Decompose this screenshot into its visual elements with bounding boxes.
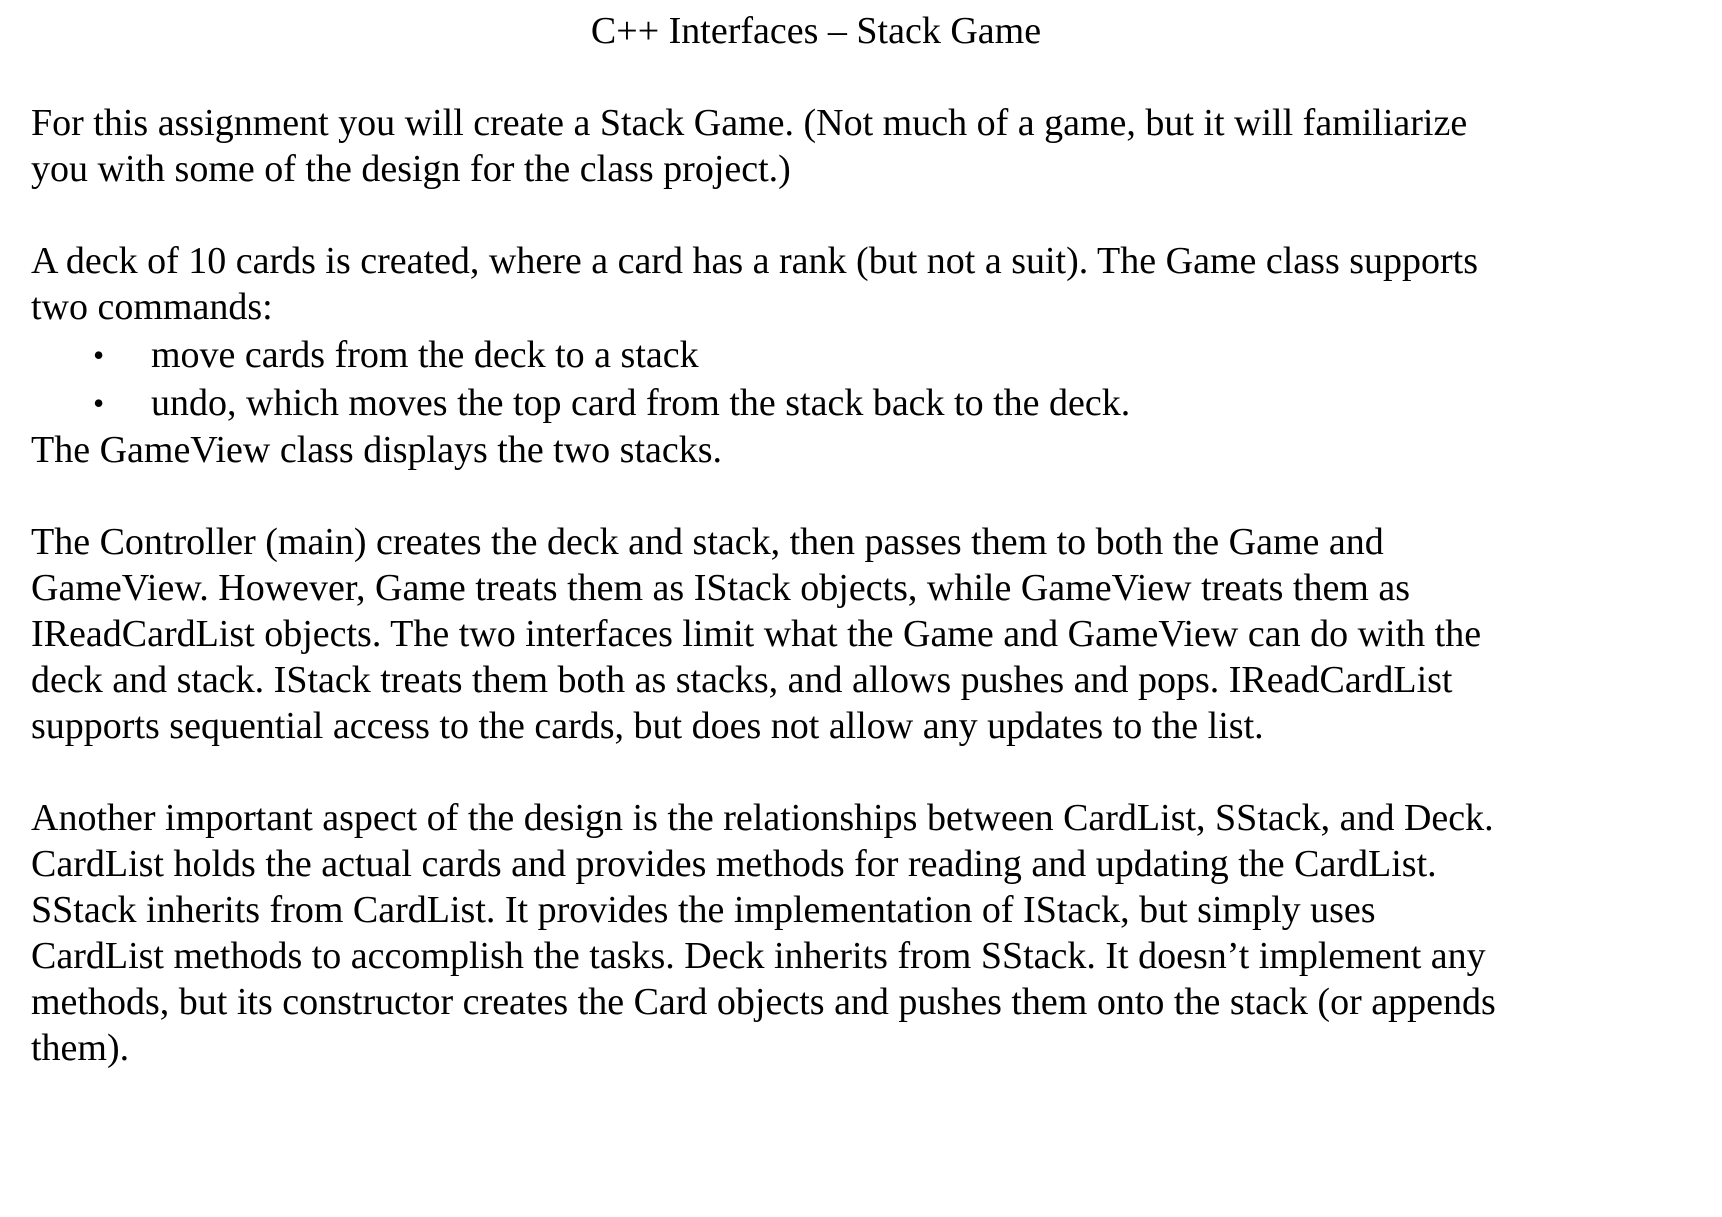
- list-item: [31, 379, 1681, 427]
- text-line: CardList holds the actual cards and provides methods for reading and updating the CardList.: [31, 843, 1437, 885]
- paragraph-intro: [31, 100, 1681, 192]
- text-line: deck and stack. IStack treats them both as stacks, and allows pushes and pops. IReadCardList: [31, 659, 1453, 701]
- text-line: GameView. However, Game treats them as IStack objects, while GameView treats them as: [31, 567, 1411, 609]
- spacer: [31, 473, 1681, 519]
- bullet-icon: •: [93, 385, 105, 421]
- list-item-text: undo, which moves the top card from the stack back to the deck.: [151, 382, 1131, 424]
- text-line: The GameView class displays the two stacks.: [31, 429, 723, 471]
- spacer: [31, 192, 1681, 238]
- paragraph-controller: [31, 519, 1681, 749]
- text-line: Another important aspect of the design is the relationships between CardList, SStack, and Deck.: [31, 797, 1494, 839]
- paragraph-deck: [31, 238, 1681, 473]
- text-line: SStack inherits from CardList. It provides the implementation of IStack, but simply uses: [31, 889, 1376, 931]
- document-title: C++ Interfaces – Stack Game: [590, 10, 1042, 52]
- bullet-icon: •: [93, 337, 105, 373]
- paragraph-relationships: [31, 795, 1681, 1071]
- text-line: methods, but its constructor creates the Card objects and pushes them onto the stack (or appends: [31, 981, 1496, 1023]
- text-line: IReadCardList objects. The two interfaces limit what the Game and GameView can do with the: [31, 613, 1482, 655]
- text-line: two commands:: [31, 286, 273, 328]
- list-item: [31, 331, 1681, 379]
- text-line: The Controller (main) creates the deck and stack, then passes them to both the Game and: [31, 521, 1384, 563]
- text-line: you with some of the design for the class project.): [31, 148, 791, 190]
- text-line: them).: [31, 1027, 130, 1069]
- document-page: [31, 0, 1681, 1071]
- text-line: supports sequential access to the cards, but does not allow any updates to the list.: [31, 705, 1264, 747]
- text-line: A deck of 10 cards is created, where a card has a rank (but not a suit). The Game class supports: [31, 240, 1479, 282]
- spacer: [31, 749, 1681, 795]
- text-line: CardList methods to accomplish the tasks. Deck inherits from SStack. It doesn’t implement any: [31, 935, 1486, 977]
- command-list: [31, 331, 1681, 427]
- text-line: For this assignment you will create a Stack Game. (Not much of a game, but it will familiarize: [31, 102, 1468, 144]
- spacer: [31, 54, 1681, 100]
- list-item-text: move cards from the deck to a stack: [151, 334, 699, 376]
